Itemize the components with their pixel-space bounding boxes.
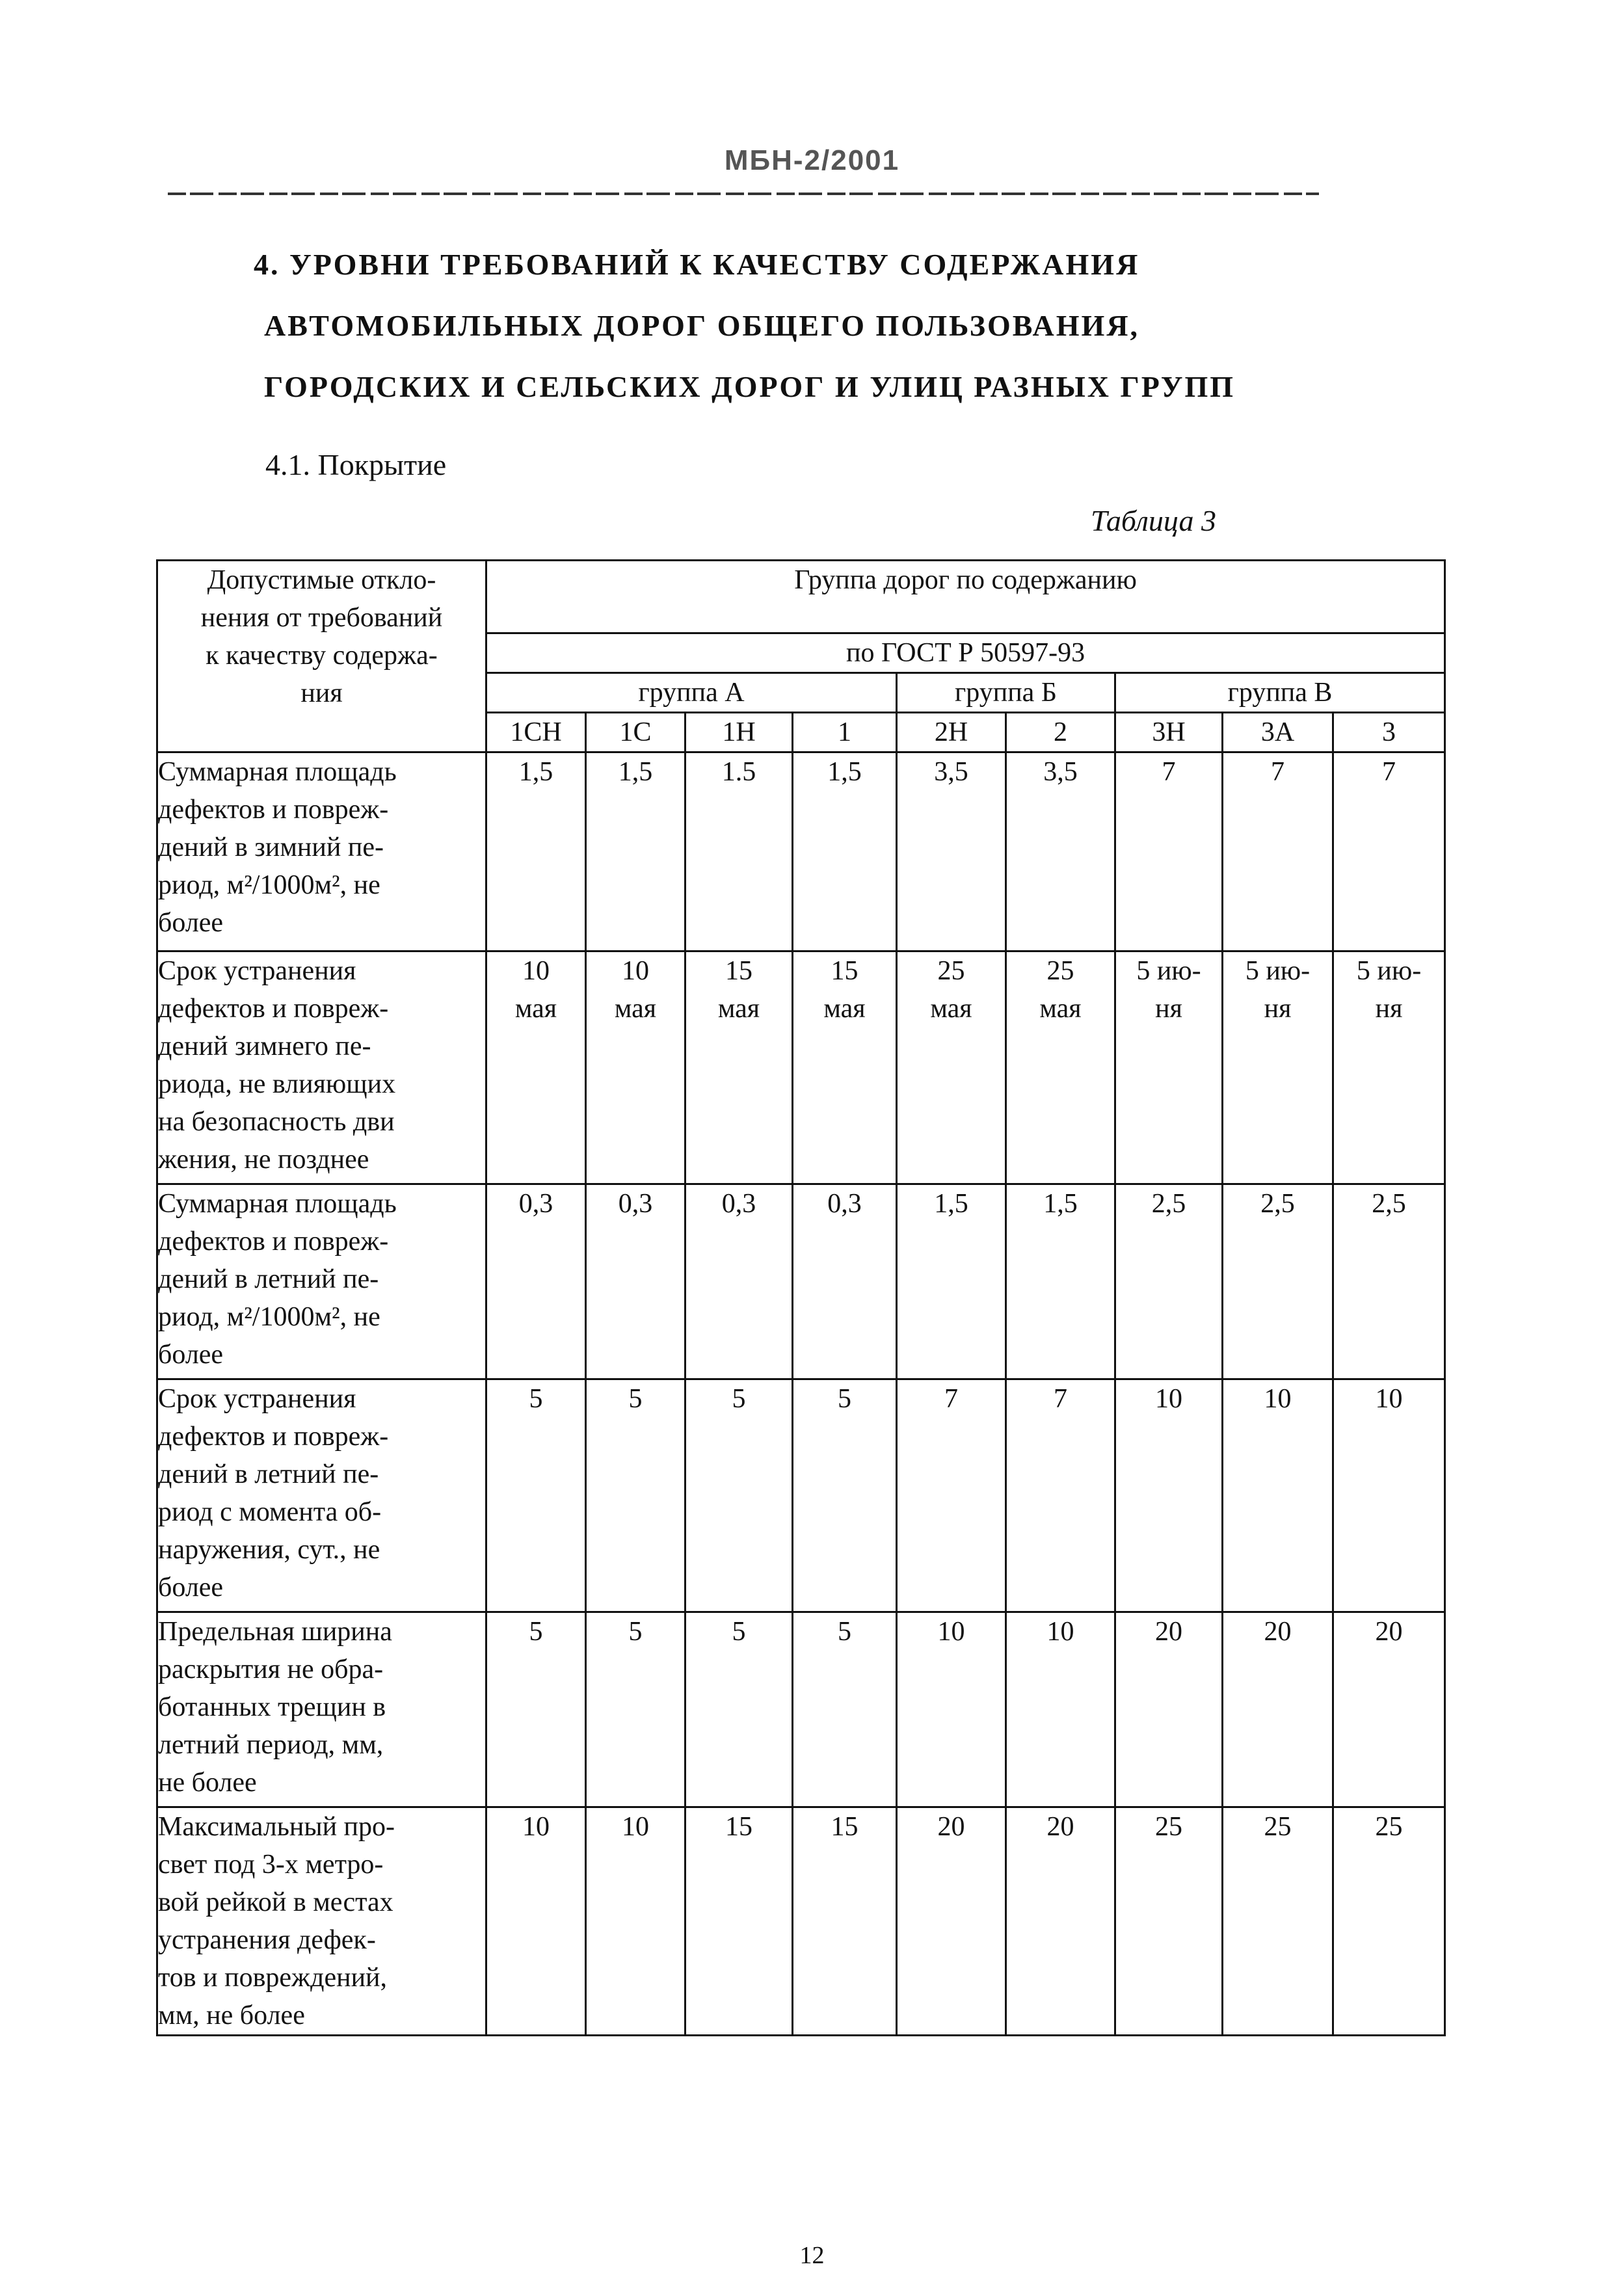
column-header: 3 xyxy=(1333,713,1445,752)
column-header: 2Н xyxy=(897,713,1006,752)
section-title-line: 4. УРОВНИ ТРЕБОВАНИЙ К КАЧЕСТВУ СОДЕРЖАНИЯ xyxy=(254,248,1140,281)
table-cell: 3,5 xyxy=(1006,752,1115,951)
group-b-header: группа Б xyxy=(897,673,1115,713)
table-row xyxy=(157,1379,1445,1612)
table-cell: 5 ию- ня xyxy=(1115,951,1223,1184)
table-cell: 1.5 xyxy=(686,752,793,951)
table-cell: 15 xyxy=(686,1807,793,2036)
table-cell: 0,3 xyxy=(486,1184,586,1379)
table-cell: 25 xyxy=(1115,1807,1223,2036)
column-header: 3Н xyxy=(1115,713,1223,752)
table-cell: 7 xyxy=(1223,752,1333,951)
table-cell: 10 мая xyxy=(586,951,686,1184)
section-title-line: ГОРОДСКИХ И СЕЛЬСКИХ ДОРОГ И УЛИЦ РАЗНЫХ ГРУПП xyxy=(264,370,1236,403)
table-row xyxy=(157,1184,1445,1379)
table-cell: 1,5 xyxy=(1006,1184,1115,1379)
table-cell: 7 xyxy=(1333,752,1445,951)
table-cell: 1,5 xyxy=(486,752,586,951)
table-cell: 10 мая xyxy=(486,951,586,1184)
page-number: 12 xyxy=(799,2242,825,2269)
section-title xyxy=(254,234,1359,418)
column-header: 1СН xyxy=(486,713,586,752)
table-cell: 25 мая xyxy=(897,951,1006,1184)
table-cell: 10 xyxy=(586,1807,686,2036)
document-code: МБН-2/2001 xyxy=(724,144,900,176)
section-title-line: АВТОМОБИЛЬНЫХ ДОРОГ ОБЩЕГО ПОЛЬЗОВАНИЯ, xyxy=(264,309,1140,342)
table-row xyxy=(157,1807,1445,2036)
table-row xyxy=(157,752,1445,951)
stub-header-cell: Допустимые откло- нения от требований к качеству содержа- ния xyxy=(157,561,486,752)
table-cell: 0,3 xyxy=(686,1184,793,1379)
table-cell: 5 xyxy=(686,1379,793,1612)
table-cell: 5 xyxy=(793,1612,897,1807)
table-cell: 10 xyxy=(1115,1379,1223,1612)
table-cell: 7 xyxy=(897,1379,1006,1612)
table-cell: 5 ию- ня xyxy=(1333,951,1445,1184)
table-cell: 1,5 xyxy=(897,1184,1006,1379)
column-header: 2 xyxy=(1006,713,1115,752)
table-cell: 2,5 xyxy=(1115,1184,1223,1379)
table-cell: 20 xyxy=(1006,1807,1115,2036)
table-cell: 10 xyxy=(486,1807,586,2036)
header-rule xyxy=(168,193,1319,195)
table-cell: 5 xyxy=(586,1379,686,1612)
row-label: Максимальный про- свет под 3-х метро- вой рейкой в местах устранения дефек- тов и повреждений, мм, не более xyxy=(157,1807,486,2036)
table-cell: 5 xyxy=(486,1379,586,1612)
table-cell: 10 xyxy=(1223,1379,1333,1612)
table-cell: 3,5 xyxy=(897,752,1006,951)
gost-header-cell: по ГОСТ Р 50597-93 xyxy=(486,633,1445,673)
table-row xyxy=(157,951,1445,1184)
table-cell: 5 xyxy=(586,1612,686,1807)
table-cell: 7 xyxy=(1006,1379,1115,1612)
table-cell: 5 xyxy=(686,1612,793,1807)
table-cell: 20 xyxy=(1115,1612,1223,1807)
subsection-heading: 4.1. Покрытие xyxy=(265,448,447,481)
row-label: Суммарная площадь дефектов и повреж- дений в летний пе- риод, м²/1000м², не более xyxy=(157,1184,486,1379)
table-cell: 10 xyxy=(1333,1379,1445,1612)
column-header: 3А xyxy=(1223,713,1333,752)
table-caption: Таблица 3 xyxy=(1090,504,1216,537)
table-cell: 15 xyxy=(793,1807,897,2036)
table-cell: 25 мая xyxy=(1006,951,1115,1184)
table-cell: 20 xyxy=(1333,1612,1445,1807)
group-a-header: группа А xyxy=(486,673,897,713)
table-cell: 15 мая xyxy=(686,951,793,1184)
group-header-cell: Группа дорог по содержанию xyxy=(486,561,1445,633)
table-row xyxy=(157,1612,1445,1807)
table-cell: 2,5 xyxy=(1223,1184,1333,1379)
table-cell: 7 xyxy=(1115,752,1223,951)
table-cell: 0,3 xyxy=(586,1184,686,1379)
row-label: Срок устранения дефектов и повреж- дений в летний пе- риод с момента об- наружения, сут., не более xyxy=(157,1379,486,1612)
table-cell: 5 xyxy=(486,1612,586,1807)
table-cell: 25 xyxy=(1223,1807,1333,2036)
table-cell: 5 ию- ня xyxy=(1223,951,1333,1184)
table-cell: 10 xyxy=(1006,1612,1115,1807)
column-header: 1С xyxy=(586,713,686,752)
column-header: 1 xyxy=(793,713,897,752)
row-label: Срок устранения дефектов и повреж- дений зимнего пе- риода, не влияющих на безопасность дви жения, не позднее xyxy=(157,951,486,1184)
group-v-header: группа В xyxy=(1115,673,1445,713)
table-cell: 25 xyxy=(1333,1807,1445,2036)
row-label: Предельная ширина раскрытия не обра- ботанных трещин в летний период, мм, не более xyxy=(157,1612,486,1807)
table-cell: 2,5 xyxy=(1333,1184,1445,1379)
table-cell: 5 xyxy=(793,1379,897,1612)
column-header: 1Н xyxy=(686,713,793,752)
row-label: Суммарная площадь дефектов и повреж- дений в зимний пе- риод, м²/1000м², не более xyxy=(157,752,486,951)
requirements-table xyxy=(156,559,1446,2036)
table-cell: 10 xyxy=(897,1612,1006,1807)
table-cell: 15 мая xyxy=(793,951,897,1184)
table-cell: 20 xyxy=(897,1807,1006,2036)
table-cell: 1,5 xyxy=(793,752,897,951)
table-cell: 20 xyxy=(1223,1612,1333,1807)
table-cell: 1,5 xyxy=(586,752,686,951)
table-cell: 0,3 xyxy=(793,1184,897,1379)
